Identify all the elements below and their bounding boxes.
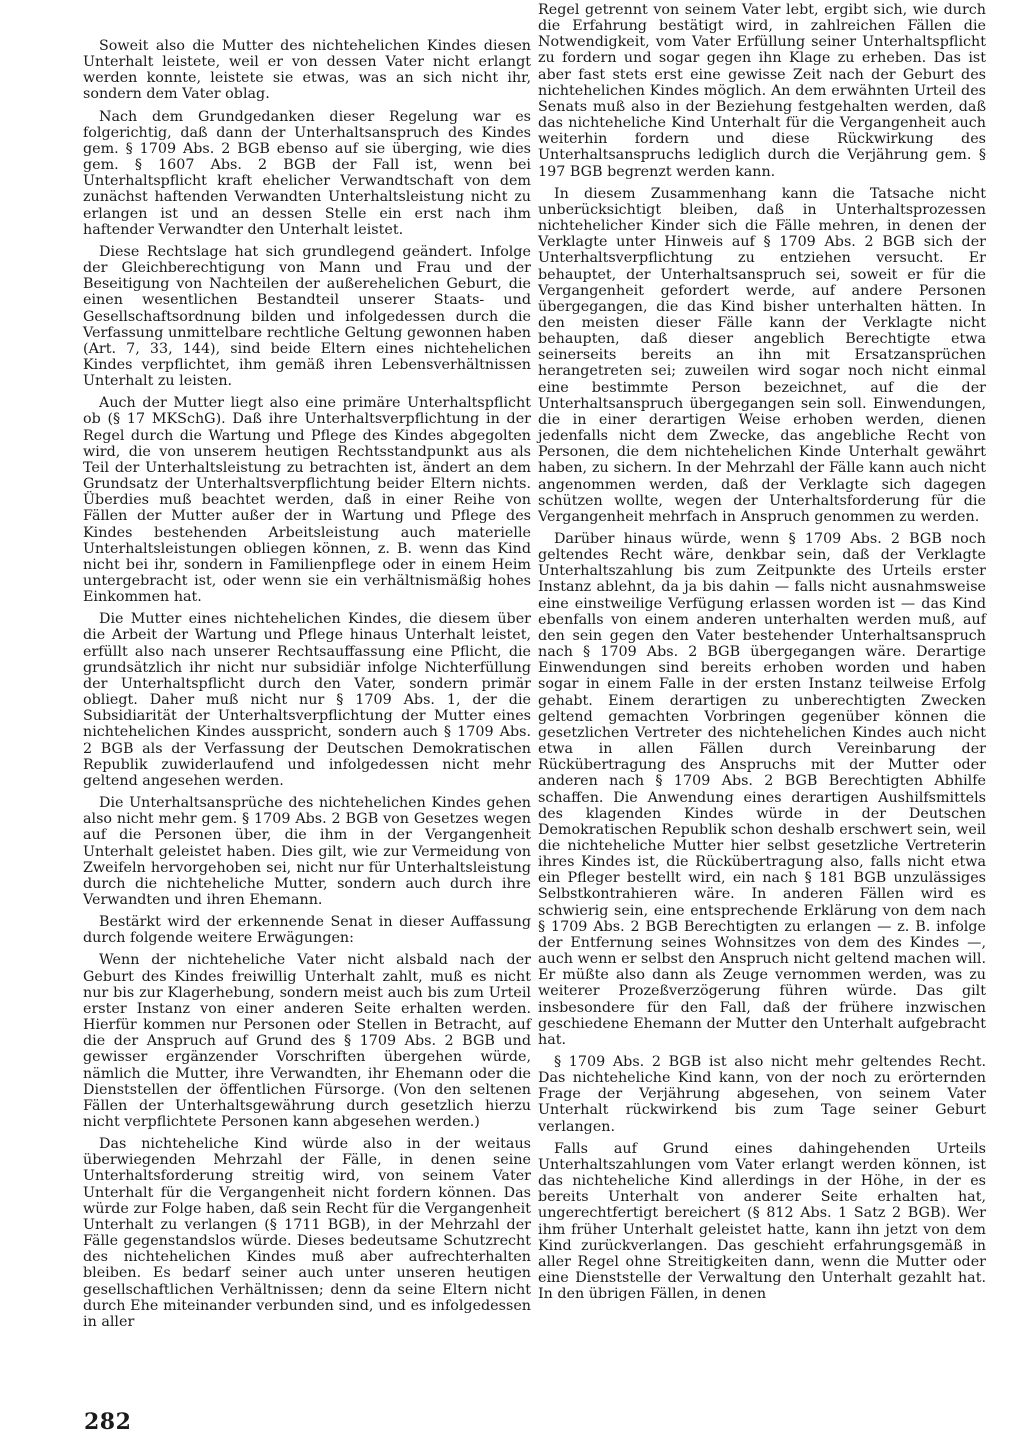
paragraph: Diese Rechtslage hat sich grundlegend geändert. Infolge der Gleichberechtigung von Mann und Frau und der Beseitigung von Nachteilen der außerehelichen Geburt, die einen wesentlichen Bestandteil unserer Staats- und Gesellschaftsordnung bilden und infolgedessen durch die Verfassung unmittelbare rechtliche Geltung gewonnen haben (Art. 7, 33, 144), sind beide Eltern eines nichtehelichen Kindes verpflichtet, ihm gemäß ihren Lebensverhältnissen Unterhalt zu leisten. [83, 243, 531, 390]
page-number: 282 [84, 1409, 132, 1435]
paragraph: Das nichteheliche Kind würde also in der weitaus überwiegenden Mehrzahl der Fälle, in denen seine Unterhaltsforderung streitig wird, von seinem Vater Unterhalt für die Vergangenheit nicht fordern können. Das würde zur Folge haben, daß sein Recht für die Vergangenheit Unterhalt zu verlangen (§ 1711 BGB), in der Mehrzahl der Fälle gegenstandslos würde. Dieses bedeutsame Schutzrecht des nichtehelichen Kindes muß aber aufrechterhalten bleiben. Es bedarf seiner auch unter unseren heutigen gesellschaftlichen Verhältnissen; denn da seine Eltern nicht durch Ehe miteinander verbunden sind, und es infolgedessen in aller [83, 1136, 531, 1330]
paragraph: § 1709 Abs. 2 BGB ist also nicht mehr geltendes Recht. Das nichteheliche Kind kann, von der noch zu erörternden Frage der Verjährung abgesehen, von seinem Vater Unterhalt rückwirkend bis zum Tage seiner Geburt verlangen. [538, 1054, 986, 1135]
paragraph: Nach dem Grundgedanken dieser Regelung war es folgerichtig, daß dann der Unterhaltsanspruch des Kindes gem. § 1709 Abs. 2 BGB ebenso auf sie überging, wie dies gem. § 1607 Abs. 2 BGB der Fall ist, wenn bei Unterhaltspflicht kraft ehelicher Verwandtschaft von dem zunächst haftenden Verwandten Unterhaltsleistung nicht zu erlangen ist und an dessen Stelle ein erst nach ihm haftender Verwandter den Unterhalt leistet. [83, 108, 531, 238]
paragraph: Bestärkt wird der erkennende Senat in dieser Auffassung durch folgende weitere Erwägungen: [83, 914, 531, 947]
paragraph: Die Mutter eines nichtehelichen Kindes, die diesem über die Arbeit der Wartung und Pflege hinaus Unterhalt leistet, erfüllt also nach unserer Rechtsauffassung eine Pflicht, die grundsätzlich ihr nicht nur subsidiär infolge Nichterfüllung der Unterhaltspflicht durch den Vater, sondern primär obliegt. Daher muß nicht nur § 1709 Abs. 1, der die Subsidiarität der Unterhaltsverpflichtung der Mutter eines nichtehelichen Kindes ausspricht, sondern auch § 1709 Abs. 2 BGB als der Verfassung der Deutschen Demokratischen Republik zuwiderlaufend und infolgedessen nicht mehr geltend angesehen werden. [83, 611, 531, 789]
paragraph: In diesem Zusammenhang kann die Tatsache nicht unberücksichtigt bleiben, daß in Unterhaltsprozessen nichtehelicher Kinder sich die Fälle mehren, in denen der Verklagte unter Hinweis auf § 1709 Abs. 2 BGB sich der Unterhaltsverpflichtung zu entziehen versucht. Er behauptet, der Unterhaltsanspruch sei, soweit er für die Vergangenheit gefordert werde, auf andere Personen übergegangen, die das Kind bisher unterhalten hätten. In den meisten dieser Fälle kann der Verklagte nicht behaupten, daß dieser angeblich Berechtigte etwa seinerseits bereits an ihn mit Ersatzansprüchen herangetreten sei; zuweilen wird sogar noch nicht einmal eine bestimmte Person bezeichnet, auf die der Unterhaltsanspruch übergegangen sein soll. Einwendungen, die in einer derartigen Weise erhoben werden, dienen jedenfalls nicht dem Zwecke, das angebliche Recht von Personen, die dem nichtehelichen Kinde Unterhalt gewährt haben, zu sichern. In der Mehrzahl der Fälle kann auch nicht angenommen werden, daß der Verklagte sich dagegen schützen wollte, wegen der Unterhaltsforderung für die Vergangenheit mehrfach in Anspruch genommen zu werden. [538, 185, 986, 525]
right-column [538, 2, 986, 1308]
paragraph: Wenn der nichteheliche Vater nicht alsbald nach der Geburt des Kindes freiwillig Unterhalt zahlt, muß es nicht nur bis zur Klagerhebung, sondern meist auch bis zum Urteil erster Instanz von einer anderen Seite erhalten werden. Hierfür kommen nur Personen oder Stellen in Betracht, auf die der Anspruch auf Grund des § 1709 Abs. 2 BGB und gewisser ergänzender Vorschriften übergehen würde, nämlich die Mutter, ihre Verwandten, ihr Ehemann oder die Dienststellen der öffentlichen Fürsorge. (Von den seltenen Fällen der Unterhaltsgewährung durch gesetzlich hierzu nicht verpflichtete Personen kann abgesehen werden.) [83, 952, 531, 1130]
paragraph: Darüber hinaus würde, wenn § 1709 Abs. 2 BGB noch geltendes Recht wäre, denkbar sein, daß der Verklagte Unterhaltszahlung bis zum Zeitpunkte des Urteils erster Instanz ablehnt, da ja bis dahin — falls nicht ausnahmsweise eine einstweilige Verfügung erlassen worden ist — das Kind ebenfalls von einem anderen unterhalten werden muß, auf den sein gegen den Vater bestehender Unterhaltsanspruch nach § 1709 Abs. 2 BGB übergegangen wäre. Derartige Einwendungen sind bereits erhoben worden und haben sogar in einem Falle in der ersten Instanz teilweise Erfolg gehabt. Einem derartigen zu unberechtigten Zwecken geltend gemachten Vorbringen gegenüber können die gesetzlichen Vertreter des nichtehelichen Kindes auch nicht etwa in allen Fällen durch Vereinbarung der Rückübertragung des Anspruchs mit der Mutter oder anderen nach § 1709 Abs. 2 BGB Berechtigten Abhilfe schaffen. Die Anwendung eines derartigen Aushilfsmittels des klagenden Kindes würde in der Deutschen Demokratischen Republik schon deshalb erschwert sein, weil die nichteheliche Mutter hier selbst gesetzliche Vertreterin ihres Kindes ist, die Rückübertragung also, falls nicht etwa ein Pfleger bestellt wird, ein nach § 181 BGB unzulässiges Selbstkontrahieren wäre. In anderen Fällen wird es schwierig sein, eine entsprechende Erklärung von dem nach § 1709 Abs. 2 BGB Berechtigten zu erlangen — z. B. infolge der Entfernung seines Wohnsitzes von dem des Kindes —, auch wenn er selbst den Anspruch nicht geltend machen will. Er müßte also dann als Zeuge vernommen werden, was zu weiterer Prozeßverzögerung führen würde. Das gilt insbesondere für den Fall, daß der frühere inzwischen geschiedene Ehemann der Mutter den Unterhalt aufgebracht hat. [538, 531, 986, 1048]
paragraph-continued: Regel getrennt von seinem Vater lebt, ergibt sich, wie durch die Erfahrung bestätigt wird, in zahlreichen Fällen die Notwendigkeit, vom Vater Erfüllung seiner Unterhaltspflicht zu fordern und sogar gegen ihn Klage zu erheben. Das ist aber fast stets erst eine gewisse Zeit nach der Geburt des nichtehelichen Kindes möglich. An dem erwähnten Urteil des Senats muß also in der Beziehung festgehalten werden, daß das nichteheliche Kind Unterhalt für die Vergangenheit auch weiterhin fordern und diese Rückwirkung des Unterhaltsanspruchs lediglich durch die Verjährung gem. § 197 BGB begrenzt werden kann. [538, 2, 986, 180]
paragraph: Die Unterhaltsansprüche des nichtehelichen Kindes gehen also nicht mehr gem. § 1709 Abs. 2 BGB von Gesetzes wegen auf die Personen über, die ihm in der Vergangenheit Unterhalt geleistet haben. Dies gilt, wie zur Vermeidung von Zweifeln hervorgehoben sei, nicht nur für Unterhaltsleistung durch die nichteheliche Mutter, sondern auch durch ihre Verwandten und ihren Ehemann. [83, 795, 531, 908]
left-column [83, 38, 531, 1336]
paragraph: Soweit also die Mutter des nichtehelichen Kindes diesen Unterhalt leistete, weil er von dessen Vater nicht erlangt werden konnte, leistete sie etwas, was an sich nicht ihr, sondern dem Vater oblag. [83, 38, 531, 103]
paragraph: Auch der Mutter liegt also eine primäre Unterhaltspflicht ob (§ 17 MKSchG). Daß ihre Unterhaltsverpflichtung in der Regel durch die Wartung und Pflege des Kindes abgegolten wird, die von unserem heutigen Rechtsstandpunkt aus als Teil der Unterhaltsleistung zu betrachten ist, ändert an dem Grundsatz der Unterhaltsverpflichtung beider Eltern nichts. Überdies muß beachtet werden, daß in einer Reihe von Fällen der Mutter außer der in Wartung und Pflege des Kindes bestehenden Arbeitsleistung auch materielle Unterhaltsleistungen obliegen können, z. B. wenn das Kind nicht bei ihr, sondern in Familienpflege oder in einem Heim untergebracht ist, oder wenn sie ein verhältnismäßig hohes Einkommen hat. [83, 395, 531, 606]
paragraph: Falls auf Grund eines dahingehenden Urteils Unterhaltszahlungen vom Vater erlangt werden können, ist das nichteheliche Kind allerdings in der Höhe, in der es bereits Unterhalt von anderer Seite erhalten hat, ungerechtfertigt bereichert (§ 812 Abs. 1 Satz 2 BGB). Wer ihm früher Unterhalt geleistet hatte, kann ihn jetzt von dem Kind zurückverlangen. Das geschieht erfahrungsgemäß in aller Regel ohne Streitigkeiten dann, wenn die Mutter oder eine Dienststelle der Verwaltung den Unterhalt gezahlt hat. In den übrigen Fällen, in denen [538, 1140, 986, 1303]
